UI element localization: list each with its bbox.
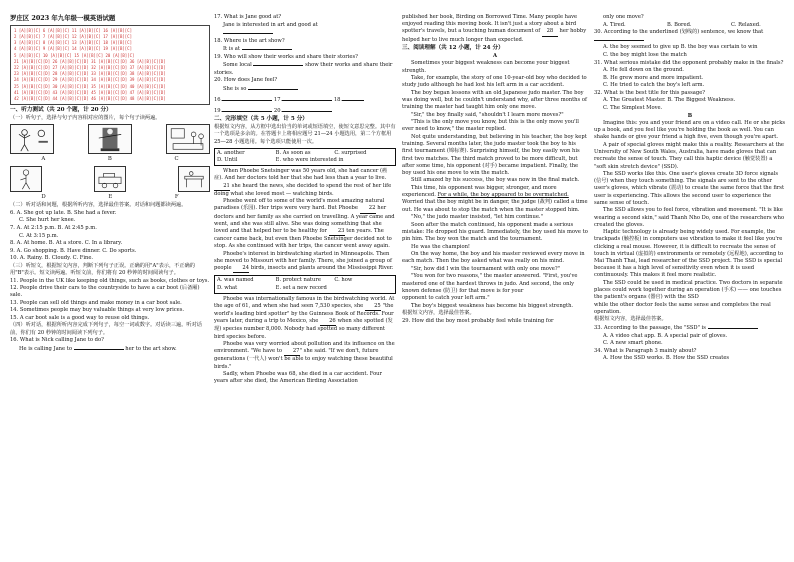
cloze-paragraph-5 — [214, 341, 396, 371]
answer-blank[interactable] — [248, 85, 298, 90]
question-text: 30. According to the underlined (划线的) sentence, we know that — [594, 28, 764, 35]
question-6-option-c: C. She hurt her knee. — [19, 217, 76, 224]
word-box-row — [217, 150, 393, 157]
question-33-options-ab[interactable]: A. A video chat app. B. A special pair of gloves. — [603, 332, 728, 339]
answer-blank[interactable] — [253, 61, 303, 66]
question-20-answer-line — [214, 85, 396, 93]
column-1 — [10, 14, 210, 558]
answer-grid-row[interactable]: 22 [A][B][C][D] 27 [A][B][C][D] 32 [A][B][C][D] 37 [A][B][C][D] — [14, 64, 166, 70]
question-30-options-ab[interactable]: A. the boy seemed to give up B. the boy was certain to win — [603, 44, 758, 51]
word-option: D. what — [217, 284, 238, 291]
question-16-answer-line — [10, 345, 210, 353]
answer-text: He is calling Jane to — [19, 345, 72, 352]
answer-blank[interactable] — [282, 107, 332, 112]
answer-text: She is so — [223, 85, 247, 92]
passage-text: when she spotted (发现) species number 8,000. Nobody had spotted so many different bird species before. — [214, 318, 393, 340]
picture-label: D — [41, 193, 46, 200]
question-10: 10. A. Rainy. B. Cloudy. C. Fine. — [10, 255, 94, 262]
answer-blank[interactable] — [222, 107, 272, 112]
exam-title: 罗庄区 2023 年九年级一模英语试题 — [10, 14, 116, 22]
passage-text: her doctors and her family as she carried on travelling. A year came and went, and she was still alive. She was doing something that she loved and that helped her to be healthy for — [214, 205, 395, 234]
question-18-answer-line — [214, 45, 396, 53]
blank-22[interactable]: 22 — [360, 205, 376, 213]
question-16: 16. What is Nick calling Jane to do? — [10, 337, 104, 344]
passage-a-p2: Take, for example, the story of one 10-year-old boy who decided to study judo although he had lost his left arm in a car accident. — [402, 75, 587, 89]
passage-a-p5: "This is the only move you know, but this is the only move you'll ever need to know," the master replied. — [402, 119, 579, 133]
answer-lines-19-20 — [214, 107, 396, 115]
picture-labels-row-2 — [10, 194, 210, 201]
picture-e-car — [94, 166, 126, 192]
picture-label: C — [174, 156, 179, 163]
picture-a-basketball — [10, 124, 54, 154]
cloze-paragraph-4 — [214, 296, 396, 341]
passage-a-p4: "Sir," the boy finally said, "shouldn't I learn more moves?" — [411, 111, 564, 118]
passage-b-p2: A pair of special gloves might make this a reality. Researchers at the University of New South Wales, Australia, have made gloves that can recreate the sense of touch. They call this haptic device (触觉装置) a "soft skin stretch device" (SSD). — [594, 142, 784, 170]
passage-text: This time, his opponent was bigger, stronger, and more experienced. — [402, 185, 557, 199]
picture-b-violin — [88, 124, 132, 154]
question-33 — [594, 324, 786, 332]
blank-21[interactable]: 21 — [214, 183, 230, 191]
answer-blank[interactable] — [594, 36, 644, 41]
question-34-options-ab[interactable]: A. How the SSD works. B. How the SSD creates — [603, 355, 730, 362]
blank-24[interactable]: 24 — [233, 265, 249, 273]
listening-part-4: （四）听对话，根据所听内容完成下列句子，每空一词或数字。对话读三遍。听对话前，你们有 20 秒钟的时间阅读下列句子。 — [10, 322, 202, 336]
answer-blank[interactable] — [74, 345, 124, 350]
answer-number: 18. — [333, 96, 343, 103]
picture-label: F — [174, 193, 179, 200]
question-20: 20. How does Jane feel? — [214, 77, 278, 84]
picture-row-1 — [10, 124, 210, 154]
word-option: A. was named — [217, 277, 254, 284]
word-box-row — [217, 277, 393, 284]
passage-text: Phoebe was internationally famous in the birdwatching world. At the age of 61, and when she had seen 7,530 species, she — [214, 295, 395, 309]
passage-a-p8 — [402, 185, 588, 214]
blank-27[interactable]: 27 — [284, 348, 300, 356]
word-option: E. who were interested in — [275, 156, 344, 163]
passage-a-p13: "Sir, how did I win the tournament with only one move?" — [411, 265, 561, 272]
listening-section-heading: 一、听力测试（共 20 个题，计 20 分） — [10, 107, 112, 114]
answer-sheet-grid — [10, 25, 210, 105]
answer-text: Jane is interested in art and good at — [223, 21, 318, 28]
passage-text: "the world's leading bird spotter" by the Guinness Book of Records. Four years later, during a trip to Mexico, she — [214, 302, 394, 325]
answer-blank[interactable] — [342, 96, 364, 101]
listening-part-2: （二）听对话和问题，根据所听内容，选择最佳答案。对话和问题都读两遍。 — [10, 202, 187, 209]
option[interactable]: B. Bored. — [667, 21, 692, 28]
word-option: A. another — [217, 149, 245, 156]
answer-grid-row[interactable]: 1 [A][B][C] 6 [A][B][C] 11 [A][B][C] 16 [A][B][C] — [14, 27, 133, 33]
question-31-option-b[interactable]: B. He grew more and more impatient. — [603, 74, 704, 81]
passage-a-p7: Still amazed by his success, the boy was now in the final match. — [411, 177, 580, 184]
passage-b-p5: Haptic technology is already being widely used. For example, the trackpads (触控板) in computers use vibration to make it feel like you're clicking a real mouse. However, it is difficult to recreate the sense of touch in virtual (虚拟的) environments or remotely (远程地), according to Mai Thanh Thai, lead researcher of the SSD project. The SSD is special because it has a high level of sensitivity even when it is used continuously. This makes it feel more realistic. — [594, 229, 784, 279]
passage-b-p3: The SSD works like this. One user's gloves create 3D force signals (信号) when they touch something. The signals are sent to the other user's gloves, which vibrate (震动) to create the same force that the first user is experiencing. This allows the second user to experience the same sense of touch. — [594, 171, 785, 206]
answer-blank[interactable] — [708, 324, 758, 329]
option[interactable]: C. Relaxed. — [731, 21, 761, 28]
passage-text: When Phoebe Snetsinger was 50 years old, she had cancer (癌症). And her doctors told her that she had less than a year to live. — [214, 168, 388, 182]
passage-text: birds, insects and plants around the Mississippi River. — [250, 265, 394, 272]
passage-a-label: A — [492, 52, 498, 59]
question-9: 9. A. Go shopping. B. Have dinner. C. Do sports. — [10, 247, 137, 254]
word-box-1 — [214, 148, 396, 166]
cloze-paragraph-1 — [214, 168, 396, 198]
listening-part-1: （一）听句子，选择与句子内容相对应的图片，每个句子读两遍。 — [10, 115, 161, 122]
passage-text: " she said. "If we don't, future generations (一代人) won't be able to enjoy watching these beautiful birds." — [214, 348, 393, 370]
question-13: 13. People can sell old things and make money in a car boot sale. — [10, 299, 182, 306]
question-29: 29. How did the boy most probably feel while training for — [402, 318, 554, 325]
passage-text: Phoebe was very worried about pollution and its influence on the environment. "We have to — [214, 341, 395, 355]
cloze-section-heading: 二、完形填空（共 5 小题，计 5 分） — [214, 116, 308, 123]
picture-labels-row-1 — [10, 156, 210, 163]
passage-a-p12: On the way home, the boy and his master reviewed every move in each match. Then the boy asked what was really on his mind. — [402, 251, 585, 265]
passage-a-instructions: 根据短文内容，选择最佳答案。 — [402, 310, 475, 317]
answer-blank[interactable] — [282, 96, 332, 101]
passage-a-p16: The boy's biggest weakness has become his biggest strength. — [411, 302, 574, 309]
answer-grid-row[interactable]: 25 [A][B][C][D] 30 [A][B][C][D] 35 [A][B][C][D] 40 [A][B][C][D] — [14, 83, 166, 89]
answer-blank[interactable] — [222, 96, 272, 101]
cloze-paragraph-7 — [402, 14, 588, 44]
passage-text: ten years. The cancer came back, but even then Phoebe Snetsinger decided not to stop. As she continued with her trips, the cancer went away again. — [214, 227, 392, 250]
question-17-blank-line — [214, 29, 396, 37]
answer-grid-row[interactable]: 5 [A][B][C] 10 [A][B][C] 15 [A][B][C] 20 [A][B][C] — [14, 52, 135, 58]
question-32-options-ab[interactable]: A. The Greatest Master. B. The Biggest Weakness. — [603, 97, 736, 104]
answer-grid-row[interactable]: 41 [A][B][C][D] 43 [A][B][C][D] 45 [A][B][C][D] 47 [A][B][C][D] — [14, 89, 166, 95]
question-32: 32. What is the best title for this passage? — [594, 89, 706, 96]
cloze-paragraph-2 — [214, 198, 396, 250]
question-33-option-c[interactable]: C. A new smart phone. — [603, 340, 663, 347]
question-30 — [594, 29, 786, 44]
cloze-paragraph-6: Sadly, when Phoebe was 68, she died in a car accident. Four years after she died, the American Birding Association — [214, 371, 383, 385]
picture-c-classroom — [166, 124, 210, 154]
picture-label: A — [41, 156, 46, 163]
answer-blank[interactable] — [242, 45, 292, 50]
answer-number: 19. — [214, 108, 223, 115]
passage-text: Phoebe's interest in birdwatching started in Minneapolis. Then she moved to Missouri with her family. There, she joined a group of people — [214, 250, 392, 272]
answer-grid-row[interactable]: 3 [A][B][C] 8 [A][B][C] 13 [A][B][C] 18 [A][B][C] — [14, 40, 133, 46]
answer-number: 20. — [273, 108, 283, 115]
picture-d-person — [10, 166, 42, 192]
passage-b-p1: Imagine this: you and your friend are on a video call. He or she picks up a book, and you feel like you're holding the book as well. You can shake hands or give your friend a high five, even though you're apart. — [594, 120, 786, 141]
passage-b-instructions: 根据短文内容，选择最佳答案。 — [594, 316, 667, 323]
answer-grid-row[interactable]: 24 [A][B][C][D] 29 [A][B][C][D] 34 [A][B][C][D] 39 [A][B][C][D] — [14, 77, 166, 83]
question-17-answer-line — [214, 22, 396, 29]
cloze-paragraph-3 — [214, 251, 396, 274]
column-2 — [214, 14, 396, 558]
word-box-2 — [214, 275, 396, 293]
blank-28[interactable]: 28 — [542, 28, 558, 36]
passage-text: Phoebe went off to some of the world's most amazing natural paradises (乐园). Her trips were very hard. But Phoebe — [214, 198, 385, 212]
passage-b-p7: while the other doctor feels the same sense and completes the real operation. — [594, 301, 771, 315]
question-34: 34. What is Paragraph 3 mainly about? — [594, 347, 697, 354]
passage-text: she heard the news, she decided to spend the rest of her life doing what she loved most — watching birds. — [214, 182, 392, 197]
answer-text: It is at — [223, 46, 240, 53]
passage-text: her hobby helped her to live much longer than expected. — [402, 28, 587, 43]
question-15: 15. A car boot sale is a good way to reuse old things. — [10, 314, 150, 321]
picture-label: E — [108, 193, 113, 200]
passage-b-label: B — [687, 112, 693, 119]
question-8: 8. A. At home. B. At a store. C. In a library. — [10, 240, 123, 247]
passage-text: published her book, Birding on Borrowed Time. Many people have enjoyed reading this moving book. It isn't just a story about a bird spotter's travels, but a touching human document of — [402, 14, 578, 35]
passage-b-p4: The SSD allows you to feel force, vibration and movement. "It is like wearing a second skin," said Thanh Nho Do, one of the researchers who created the gloves. — [594, 207, 785, 228]
question-29-options — [594, 22, 786, 29]
answer-lines-16-18 — [214, 96, 396, 104]
passage-a-p1: Sometimes your biggest weakness can become your biggest strength. — [402, 60, 570, 74]
question-31-option-c[interactable]: C. He tried to catch the boy's left arm. — [603, 82, 705, 89]
word-option: C. surprised — [334, 149, 367, 156]
passage-a-p6: Not quite understanding, but believing in his teacher, the boy kept training. Several months later, the judo master took the boy to his first tournament (锦标赛). Surprising himself, the boy easily won his first two matches. The third match proved to be more difficult, but after some time, his opponent (对手) became impatient. Finally, the boy used his one move to win the match. — [402, 134, 587, 176]
word-option: B. As soon as — [275, 149, 311, 156]
question-7: 7. A. At 2:15 p.m. B. At 2:45 p.m. — [10, 224, 97, 231]
question-19-answer-line — [214, 61, 396, 76]
question-19: 19. Who will show their works and share their stories? — [214, 53, 358, 60]
question-31-option-a[interactable]: A. He fell down on the ground. — [603, 67, 684, 74]
question-12: 12. People drive their cars to the countryside to have a car boot (后备厢) sale. — [10, 285, 200, 299]
picture-row-2 — [10, 166, 210, 192]
passage-a-p9: "No," the judo master insisted, "let him continue." — [411, 214, 543, 221]
passage-a-p10: Soon after the match continued, his opponent made a serious mistake: He dropped his guard. Immediately, the boy used his move to pin him. The boy won the match and the tournament. — [402, 221, 588, 242]
answer-grid-row[interactable]: 42 [A][B][C][D] 44 [A][B][C][D] 46 [A][B][C][D] 48 [A][B][C][D] — [14, 95, 166, 101]
answer-grid-row[interactable]: 4 [A][B][C] 9 [A][B][C] 14 [A][B][C] 19 [A][B][C] — [14, 46, 133, 52]
question-29-cont: only one move? — [603, 14, 644, 20]
column-3 — [402, 14, 588, 558]
question-17: 17. What is Jane good at? — [214, 14, 282, 20]
option[interactable]: A. Tired. — [603, 21, 626, 28]
question-7-option-c: C. At 3:15 p.m. — [19, 232, 59, 239]
passage-b-p6: The SSD could be used in medical practice. Two doctors in separate places could work together during an operation (手术) —— one touches the patient's organs (器官) with the SSD — [594, 279, 783, 301]
passage-text: Worried that the boy might be in danger, the judge (裁判) called a time out. He was about to stop the match when the master stopped him. — [402, 199, 588, 213]
word-option: C. how — [334, 277, 353, 284]
question-31: 31. What serious mistake did the opponent probably make in the finals? — [594, 59, 784, 66]
question-18: 18. Where is the art show? — [214, 37, 285, 44]
cloze-instructions: 根据短文内容，从方框中选出恰当的单词或短语填空，使短文意思完整。其中有一个选项是多余的。在答题卡上将相应题号 21—24 小题选用，第二个方框用 25—28 小题选用。每个选项只能使用一次。 — [214, 124, 396, 145]
passage-a-p3: The boy began lessons with an old Japanese judo master. The boy was doing well, but he couldn't understand why, after three months of training the master had taught him only one move. — [402, 89, 587, 111]
blank-26[interactable]: 26 — [320, 318, 336, 326]
passage-a-p11: He was the champion! — [411, 243, 471, 250]
question-text: 33. According to the passage, the "SSD" is — [594, 325, 706, 332]
word-option: E. set a new record — [275, 284, 327, 291]
answer-text: Some local — [223, 62, 252, 69]
question-6: 6. A. She got up late. B. She had a fever. — [10, 209, 117, 216]
blank-23[interactable]: 23 — [329, 228, 345, 236]
answer-text: her to the art show. — [125, 345, 177, 352]
column-4 — [594, 14, 786, 558]
answer-grid-row[interactable]: 21 [A][B][C][D] 26 [A][B][C][D] 31 [A][B][C][D] 36 [A][B][C][D] — [14, 58, 166, 64]
word-box-row — [217, 285, 393, 292]
question-32-option-c[interactable]: C. The Simplest Move. — [603, 104, 663, 111]
answer-grid-row[interactable]: 23 [A][B][C][D] 28 [A][B][C][D] 33 [A][B][C][D] 38 [A][B][C][D] — [14, 71, 166, 77]
answer-grid-row[interactable]: 2 [A][B][C] 7 [A][B][C] 12 [A][B][C] 17 [A][B][C] — [14, 34, 133, 40]
answer-blank[interactable] — [223, 29, 273, 34]
passage-a-p14: "You won for two reasons," the master answered. "First, you've mastered one of the hardest throws in judo. And second, the only known defense (防卫) for that move is for your — [402, 273, 578, 294]
answer-number: 17. — [273, 96, 283, 103]
answer-text: show their works and share their stories. — [214, 62, 393, 76]
reading-section-heading: 三、阅读理解（共 12 小题，计 24 分） — [402, 44, 504, 51]
question-30-option-c[interactable]: C. the boy might lose the match — [603, 52, 687, 59]
word-box-row — [217, 157, 393, 164]
question-11: 11. People in the UK like keeping old things, such as books, clothes or toys. — [10, 277, 210, 284]
answer-number: 16. — [214, 96, 223, 103]
word-option: B. protect nature — [275, 277, 321, 284]
listening-part-3: （三）听短文，根据短文内容，判断下列句子正误。正确的用"A"表示，不正确的用"B"表示。短文读两遍。听短文前，你们将有 20 秒钟的时间阅读句子。 — [10, 262, 195, 276]
picture-f-table — [178, 166, 210, 192]
word-option: D. Until — [217, 156, 238, 163]
blank-25[interactable]: 25 — [365, 303, 381, 311]
picture-label: B — [107, 156, 112, 163]
underlined-sentence: For a while, the boy appeared to be overmatched. — [437, 192, 569, 199]
passage-a-p15: opponent to catch your left arm." — [402, 295, 490, 302]
question-14: 14. Sometimes people may buy valuable things at very low prices. — [10, 307, 185, 314]
